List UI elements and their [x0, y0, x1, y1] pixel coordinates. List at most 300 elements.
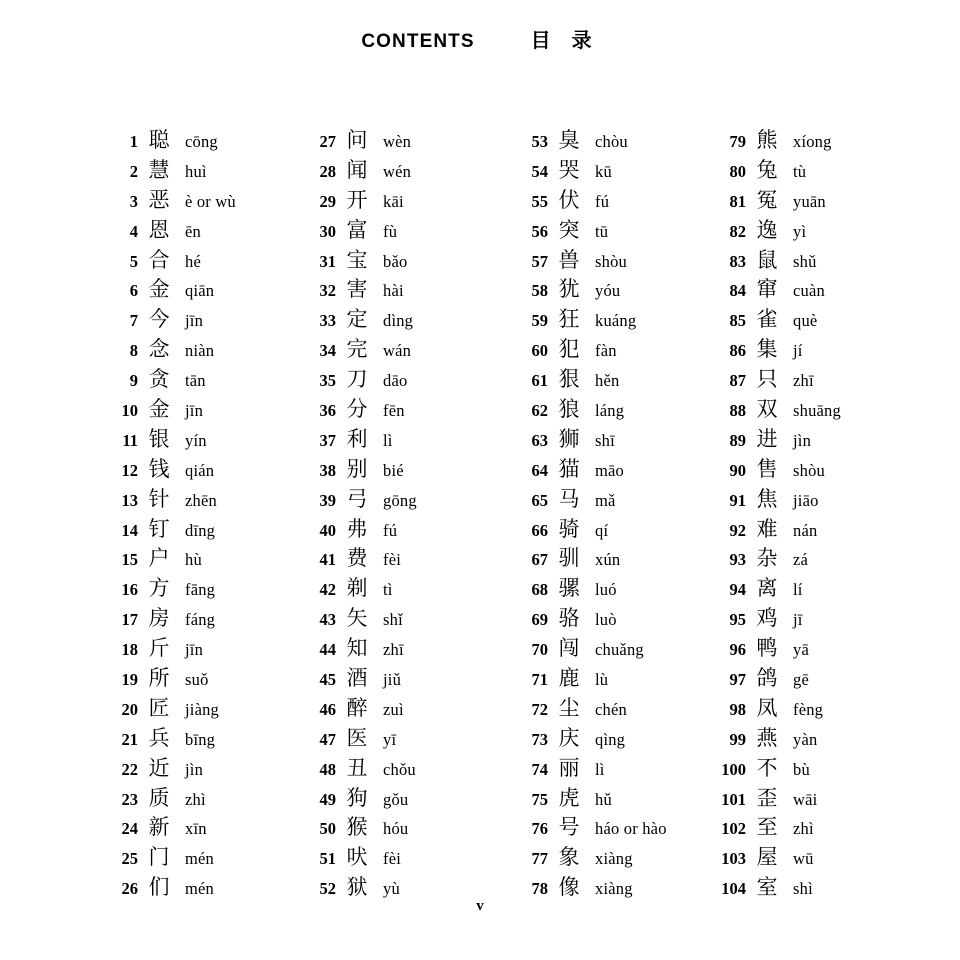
contents-entry[interactable]	[712, 275, 924, 305]
entry-number: 45	[319, 670, 336, 690]
entry-pinyin: xīn	[185, 819, 207, 839]
entry-number: 24	[121, 819, 138, 839]
contents-entry[interactable]	[104, 754, 302, 784]
contents-entry[interactable]	[514, 305, 712, 335]
entry-number: 7	[129, 311, 138, 331]
entry-number: 52	[319, 879, 336, 899]
contents-entry[interactable]	[712, 156, 924, 186]
contents-entry[interactable]	[104, 186, 302, 216]
entry-pinyin: yā	[793, 640, 809, 660]
entry-character: 矢	[346, 606, 368, 631]
entry-character: 进	[756, 426, 778, 451]
entry-pinyin: lì	[595, 759, 605, 779]
contents-entry[interactable]	[302, 126, 514, 156]
entry-pinyin: hé	[185, 251, 201, 271]
contents-entry[interactable]	[104, 365, 302, 395]
entry-character: 完	[346, 337, 368, 362]
contents-entry[interactable]	[712, 724, 924, 754]
entry-character: 兵	[148, 725, 170, 750]
contents-entry[interactable]	[104, 634, 302, 664]
entry-pinyin: jīn	[185, 401, 204, 421]
entry-pinyin: wèn	[383, 132, 412, 151]
contents-entry[interactable]	[712, 813, 924, 843]
entry-number: 57	[531, 251, 548, 271]
entry-pinyin: yù	[383, 879, 400, 899]
entry-character: 杂	[756, 546, 778, 571]
entry-pinyin: gōng	[383, 490, 417, 510]
page-number: v	[476, 898, 484, 914]
entry-character: 像	[558, 875, 580, 900]
contents-entry[interactable]	[104, 544, 302, 574]
contents-entry[interactable]	[712, 455, 924, 485]
contents-entry[interactable]	[712, 216, 924, 246]
contents-entry[interactable]	[104, 724, 302, 754]
entry-character: 定	[346, 307, 368, 332]
entry-number: 53	[531, 132, 548, 151]
contents-entry[interactable]	[104, 156, 302, 186]
contents-entry[interactable]	[514, 335, 712, 365]
entry-number: 36	[319, 401, 336, 421]
entry-number: 83	[729, 251, 746, 271]
entry-number: 76	[531, 819, 548, 839]
contents-entry[interactable]	[712, 664, 924, 694]
entry-character: 别	[346, 456, 368, 481]
contents-entry[interactable]	[104, 574, 302, 604]
contents-entry[interactable]	[104, 485, 302, 515]
entry-pinyin: cōng	[185, 132, 218, 151]
entry-pinyin: mǎ	[595, 490, 616, 510]
entry-pinyin: yóu	[595, 281, 621, 301]
entry-pinyin: māo	[595, 460, 625, 480]
entry-pinyin: chuǎng	[595, 640, 644, 660]
entry-number: 19	[121, 670, 138, 690]
entry-pinyin: luó	[595, 580, 617, 600]
entry-pinyin: què	[793, 311, 818, 331]
entry-pinyin: luò	[595, 610, 617, 630]
entry-number: 69	[531, 610, 548, 630]
contents-entry[interactable]	[302, 634, 514, 664]
entry-number: 74	[531, 759, 548, 779]
contents-entry[interactable]	[712, 305, 924, 335]
entry-pinyin: hài	[383, 281, 404, 301]
contents-entry[interactable]	[104, 515, 302, 545]
contents-entry[interactable]	[302, 425, 514, 455]
contents-entry[interactable]	[104, 216, 302, 246]
entry-number: 56	[531, 221, 548, 241]
entry-pinyin: qí	[595, 520, 609, 540]
entry-pinyin: láng	[595, 401, 625, 421]
entry-character: 合	[148, 247, 170, 272]
entry-pinyin: yín	[185, 430, 207, 450]
contents-entry[interactable]	[302, 216, 514, 246]
entry-character: 斤	[148, 636, 170, 661]
entry-pinyin: wū	[793, 849, 814, 869]
entry-number: 59	[531, 311, 548, 331]
entry-character: 知	[346, 636, 368, 661]
entry-number: 80	[729, 161, 746, 181]
entry-number: 102	[721, 819, 746, 839]
contents-entry[interactable]	[104, 784, 302, 814]
entry-pinyin: zhī	[383, 640, 404, 660]
contents-entry[interactable]	[514, 574, 712, 604]
entry-number: 16	[121, 580, 138, 600]
entry-number: 61	[531, 371, 548, 391]
entry-number: 71	[531, 670, 548, 690]
entry-character: 骆	[558, 606, 580, 631]
contents-entry[interactable]	[514, 455, 712, 485]
entry-number: 30	[319, 221, 336, 241]
entry-number: 23	[121, 789, 138, 809]
entry-character: 逸	[756, 217, 778, 242]
entry-character: 集	[756, 337, 778, 362]
entry-number: 12	[121, 460, 138, 480]
entry-pinyin: jí	[793, 341, 803, 361]
entry-pinyin: tū	[595, 221, 609, 241]
entry-character: 狠	[558, 367, 580, 392]
contents-entry[interactable]	[712, 574, 924, 604]
contents-entry[interactable]	[514, 544, 712, 574]
entry-pinyin: zhī	[793, 371, 814, 391]
entry-character: 难	[756, 516, 778, 541]
entry-number: 8	[129, 341, 138, 361]
contents-entry[interactable]	[712, 784, 924, 814]
entry-pinyin: wán	[383, 341, 412, 361]
page-header	[0, 24, 960, 53]
entry-number: 79	[729, 132, 746, 151]
entry-character: 质	[148, 785, 170, 810]
contents-entry[interactable]	[104, 664, 302, 694]
contents-entry[interactable]	[712, 485, 924, 515]
contents-entry[interactable]	[514, 664, 712, 694]
entry-character: 宝	[346, 247, 368, 272]
contents-entry[interactable]	[302, 784, 514, 814]
entry-pinyin: kuáng	[595, 311, 637, 331]
contents-entry[interactable]	[104, 335, 302, 365]
contents-entry[interactable]	[302, 604, 514, 634]
entry-number: 99	[729, 729, 746, 749]
entry-pinyin: huì	[185, 161, 207, 181]
entry-character: 慧	[148, 157, 170, 182]
entry-pinyin: hù	[185, 550, 202, 570]
entry-pinyin: qiān	[185, 281, 215, 301]
entry-character: 屋	[756, 845, 778, 870]
entry-number: 40	[319, 520, 336, 540]
contents-entry[interactable]	[514, 784, 712, 814]
contents-title-chinese: 目 录	[530, 28, 599, 52]
contents-entry[interactable]	[514, 813, 712, 843]
entry-pinyin: zhēn	[185, 490, 217, 510]
contents-entry[interactable]	[302, 544, 514, 574]
contents-entry[interactable]	[712, 246, 924, 276]
contents-entry[interactable]	[302, 305, 514, 335]
entry-pinyin: xún	[595, 550, 621, 570]
entry-pinyin: dīng	[185, 520, 216, 540]
entry-character: 狼	[558, 397, 580, 422]
entry-character: 金	[148, 277, 170, 302]
entry-number: 18	[121, 640, 138, 660]
entry-pinyin: jīn	[185, 640, 204, 660]
contents-entry[interactable]	[104, 425, 302, 455]
entry-pinyin: è or wù	[185, 191, 236, 211]
entry-pinyin: fáng	[185, 610, 216, 630]
entry-pinyin: fèi	[383, 849, 402, 869]
entry-character: 们	[148, 875, 170, 900]
contents-entry[interactable]	[514, 365, 712, 395]
entry-character: 不	[756, 755, 778, 780]
entry-pinyin: bié	[383, 460, 404, 480]
entry-pinyin: shī	[595, 430, 615, 450]
contents-entry[interactable]	[302, 246, 514, 276]
contents-entry[interactable]	[712, 694, 924, 724]
contents-entry[interactable]	[104, 813, 302, 843]
entry-pinyin: hóu	[383, 819, 409, 839]
entry-number: 94	[729, 580, 746, 600]
entry-character: 突	[558, 217, 580, 242]
contents-entry[interactable]	[712, 186, 924, 216]
entry-number: 17	[121, 610, 138, 630]
contents-entry[interactable]	[514, 425, 712, 455]
entry-character: 雀	[756, 307, 778, 332]
entry-pinyin: mén	[185, 879, 215, 899]
entry-number: 103	[721, 849, 746, 869]
entry-character: 开	[346, 187, 368, 212]
contents-entry[interactable]	[302, 843, 514, 873]
entry-pinyin: chòu	[595, 132, 628, 151]
entry-character: 匠	[148, 695, 170, 720]
contents-entry[interactable]	[302, 455, 514, 485]
entry-character: 闯	[558, 636, 580, 661]
contents-entry[interactable]	[104, 843, 302, 873]
entry-number: 66	[531, 520, 548, 540]
contents-entry[interactable]	[302, 754, 514, 784]
entry-number: 72	[531, 699, 548, 719]
entry-number: 91	[729, 490, 746, 510]
entry-character: 门	[148, 845, 170, 870]
entry-character: 臭	[558, 128, 580, 152]
entry-pinyin: bīng	[185, 729, 216, 749]
contents-entry[interactable]	[712, 335, 924, 365]
contents-entry[interactable]	[302, 186, 514, 216]
entry-pinyin: xíong	[793, 132, 832, 151]
entry-character: 恩	[148, 217, 170, 242]
entry-character: 贪	[148, 367, 170, 392]
entry-pinyin: hěn	[595, 371, 620, 391]
contents-entry[interactable]	[514, 754, 712, 784]
entry-character: 吠	[346, 845, 368, 870]
entry-pinyin: jìn	[185, 759, 204, 779]
contents-entry[interactable]	[712, 754, 924, 784]
entry-character: 双	[756, 397, 778, 422]
entry-pinyin: dìng	[383, 311, 414, 331]
contents-entry[interactable]	[712, 843, 924, 873]
contents-entry[interactable]	[104, 275, 302, 305]
entry-number: 75	[531, 789, 548, 809]
entry-character: 鹿	[558, 666, 580, 691]
entry-pinyin: kāi	[383, 191, 404, 211]
contents-entry[interactable]	[104, 395, 302, 425]
entry-pinyin: yī	[383, 729, 397, 749]
entry-number: 62	[531, 401, 548, 421]
entry-character: 丽	[558, 755, 580, 780]
contents-entry[interactable]	[514, 216, 712, 246]
entry-character: 针	[148, 486, 170, 511]
contents-entry[interactable]	[712, 126, 924, 156]
contents-entry[interactable]	[712, 365, 924, 395]
entry-character: 庆	[558, 725, 580, 750]
entry-character: 今	[148, 307, 170, 332]
contents-entry[interactable]	[712, 634, 924, 664]
entry-character: 近	[148, 755, 170, 780]
contents-entry[interactable]	[514, 246, 712, 276]
contents-entry[interactable]	[104, 246, 302, 276]
entry-character: 号	[558, 815, 580, 840]
contents-entry[interactable]	[712, 425, 924, 455]
contents-entry[interactable]	[104, 126, 302, 156]
entry-number: 2	[129, 161, 138, 181]
entry-pinyin: shòu	[793, 460, 825, 480]
contents-entry[interactable]	[302, 485, 514, 515]
entry-number: 34	[319, 341, 336, 361]
entry-pinyin: fèi	[383, 550, 402, 570]
entry-pinyin: zhì	[185, 789, 206, 809]
entry-character: 兽	[558, 247, 580, 272]
contents-entry[interactable]	[712, 544, 924, 574]
entry-pinyin: shǔ	[793, 251, 817, 271]
entry-number: 15	[121, 550, 138, 570]
entry-number: 88	[729, 401, 746, 421]
entry-pinyin: jiāo	[793, 490, 819, 510]
entry-pinyin: shòu	[595, 251, 627, 271]
entry-number: 92	[729, 520, 746, 540]
contents-entry[interactable]	[514, 515, 712, 545]
contents-entry[interactable]	[514, 275, 712, 305]
entry-character: 分	[346, 397, 368, 422]
contents-title-english: CONTENTS	[361, 31, 475, 52]
entry-character: 银	[148, 426, 170, 451]
entry-character: 哭	[558, 157, 580, 182]
entry-character: 犹	[558, 277, 580, 302]
entry-number: 10	[121, 401, 138, 421]
contents-entry[interactable]	[302, 335, 514, 365]
contents-entry[interactable]	[514, 156, 712, 186]
entry-pinyin: fù	[383, 221, 398, 241]
entry-character: 马	[558, 486, 580, 511]
entry-number: 96	[729, 640, 746, 660]
entry-number: 4	[129, 221, 138, 241]
entry-character: 离	[756, 576, 778, 601]
entry-character: 念	[148, 337, 170, 362]
contents-entry[interactable]	[302, 275, 514, 305]
contents-entry[interactable]	[302, 694, 514, 724]
contents-entry[interactable]	[712, 515, 924, 545]
entry-character: 户	[148, 546, 170, 571]
entry-character: 利	[346, 426, 368, 451]
contents-entry[interactable]	[514, 724, 712, 754]
entry-number: 104	[721, 879, 746, 899]
contents-entry[interactable]	[514, 843, 712, 873]
contents-entry[interactable]	[302, 724, 514, 754]
contents-entry[interactable]	[302, 156, 514, 186]
entry-character: 驯	[558, 546, 580, 571]
entry-number: 28	[319, 161, 336, 181]
entry-character: 歪	[756, 785, 778, 810]
contents-entry[interactable]	[514, 186, 712, 216]
entry-number: 46	[319, 699, 336, 719]
contents-column	[712, 126, 924, 903]
entry-character: 医	[346, 725, 368, 750]
entry-pinyin: jī	[793, 610, 803, 630]
entry-number: 37	[319, 430, 336, 450]
contents-entry[interactable]	[514, 694, 712, 724]
entry-character: 钉	[148, 516, 170, 541]
entry-pinyin: mén	[185, 849, 215, 869]
entry-pinyin: fēn	[383, 401, 405, 421]
entry-number: 85	[729, 311, 746, 331]
contents-entry[interactable]	[302, 365, 514, 395]
entry-number: 93	[729, 550, 746, 570]
entry-character: 兔	[756, 157, 778, 182]
contents-entry[interactable]	[712, 395, 924, 425]
entry-character: 费	[346, 546, 368, 571]
contents-entry[interactable]	[302, 664, 514, 694]
entry-pinyin: shì	[793, 879, 813, 899]
contents-entry[interactable]	[302, 395, 514, 425]
entry-character: 焦	[756, 486, 778, 511]
entry-number: 3	[129, 191, 138, 211]
contents-entry[interactable]	[514, 126, 712, 156]
entry-pinyin: bǎo	[383, 251, 408, 271]
entry-pinyin: kū	[595, 161, 612, 181]
contents-entry[interactable]	[514, 485, 712, 515]
contents-entry[interactable]	[514, 395, 712, 425]
contents-entry[interactable]	[302, 574, 514, 604]
contents-column	[104, 126, 302, 903]
entry-number: 48	[319, 759, 336, 779]
contents-column	[302, 126, 514, 903]
entry-pinyin: lì	[383, 430, 393, 450]
entry-number: 70	[531, 640, 548, 660]
entry-number: 100	[721, 759, 746, 779]
entry-character: 窜	[756, 277, 778, 302]
entry-character: 害	[346, 277, 368, 302]
entry-number: 14	[121, 520, 138, 540]
entry-number: 58	[531, 281, 548, 301]
contents-entry[interactable]	[712, 604, 924, 634]
entry-number: 81	[729, 191, 746, 211]
contents-entry[interactable]	[514, 604, 712, 634]
entry-number: 84	[729, 281, 746, 301]
contents-entry[interactable]	[104, 694, 302, 724]
contents-entry[interactable]	[514, 634, 712, 664]
contents-entry[interactable]	[104, 604, 302, 634]
entry-pinyin: yàn	[793, 729, 818, 749]
entry-number: 21	[121, 729, 138, 749]
contents-entry[interactable]	[104, 305, 302, 335]
contents-entry[interactable]	[302, 515, 514, 545]
entry-character: 骡	[558, 576, 580, 601]
contents-entry[interactable]	[104, 455, 302, 485]
entry-number: 6	[129, 281, 138, 301]
entry-pinyin: tì	[383, 580, 393, 600]
contents-entry[interactable]	[302, 813, 514, 843]
entry-character: 富	[346, 217, 368, 242]
entry-pinyin: jīn	[185, 311, 204, 331]
entry-character: 方	[148, 576, 170, 601]
entry-pinyin: niàn	[185, 341, 215, 361]
entry-number: 86	[729, 341, 746, 361]
entry-character: 醉	[346, 695, 368, 720]
entry-pinyin: fàn	[595, 341, 617, 361]
